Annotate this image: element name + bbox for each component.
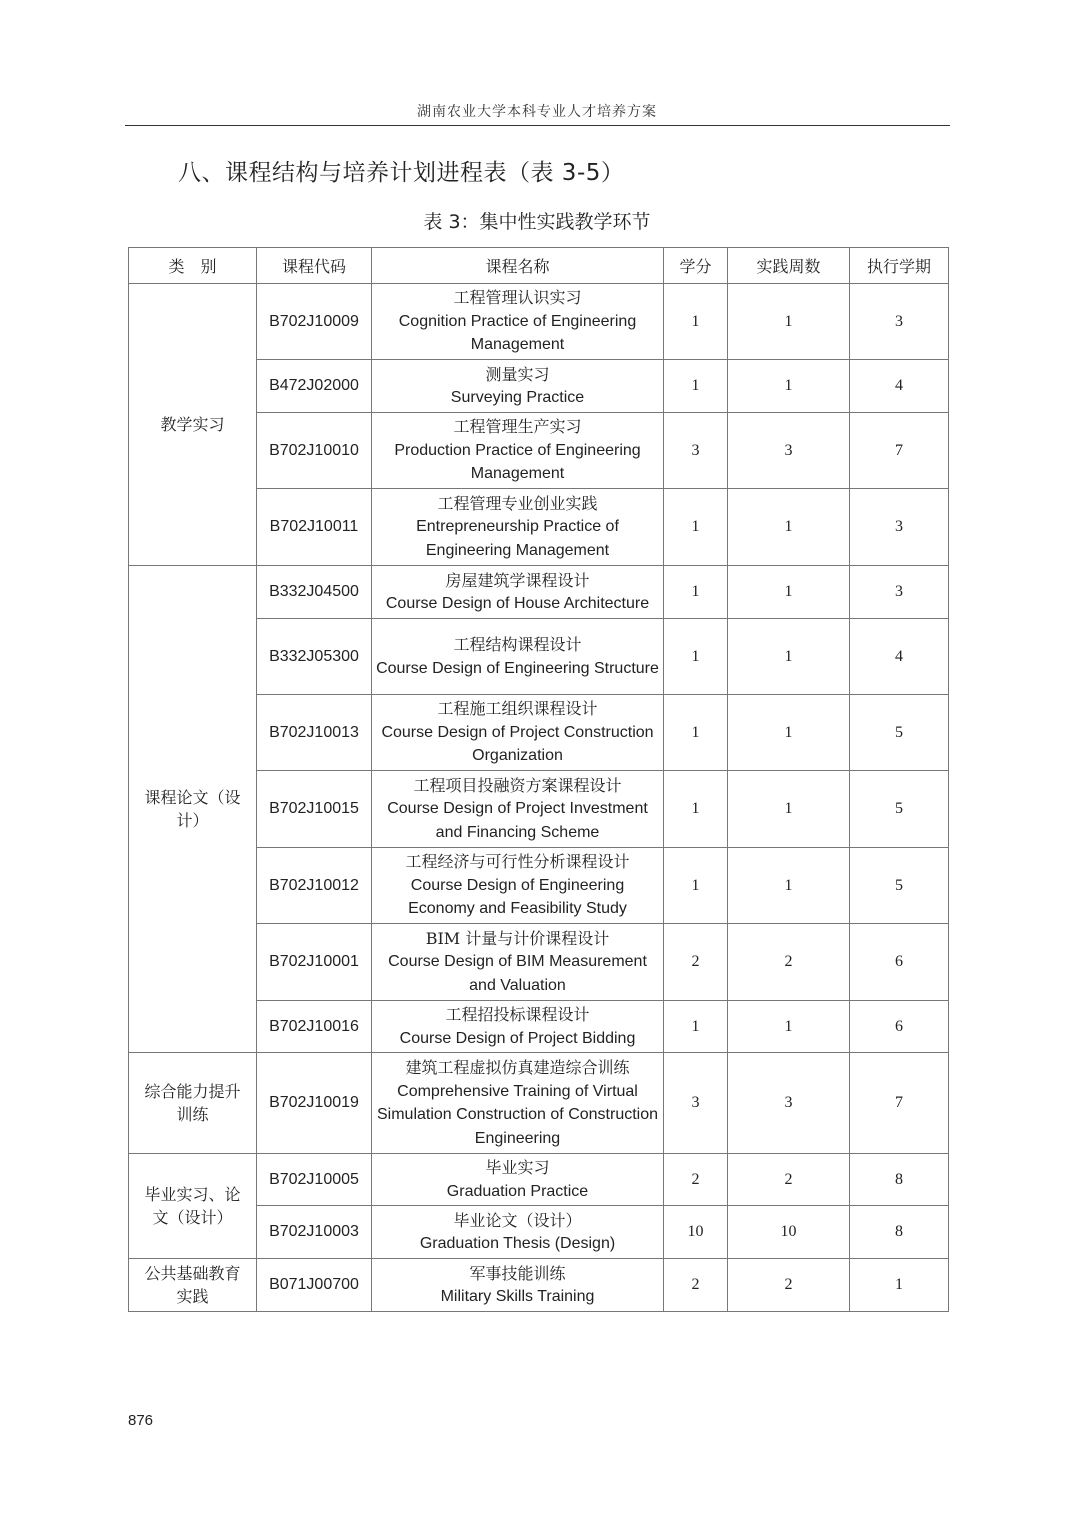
practice-weeks: 1 [728, 489, 850, 566]
course-name-en: Course Design of Engineering Structure [376, 659, 659, 677]
course-name-en: Course Design of Project Investment and Financing Scheme [387, 800, 648, 841]
practice-weeks: 1 [728, 1001, 850, 1053]
table-row [129, 1154, 949, 1206]
category-cell: 课程论文（设计） [129, 566, 257, 1053]
course-name-zh: 工程管理专业创业实践 [437, 493, 598, 513]
credits: 2 [664, 924, 728, 1001]
course-name-zh: 工程招投标课程设计 [445, 1005, 590, 1024]
course-name-cell [372, 1206, 664, 1259]
course-code: B472J02000 [257, 360, 372, 413]
header-name: 课程名称 [372, 248, 664, 284]
course-name-zh: 工程施工组织课程设计 [437, 699, 598, 719]
course-name-en: Course Design of Project Bidding [399, 1029, 636, 1047]
semester: 1 [850, 1259, 949, 1312]
semester: 6 [850, 924, 949, 1001]
credits: 2 [664, 1154, 728, 1206]
practice-weeks: 1 [728, 284, 850, 360]
practice-weeks: 1 [728, 695, 850, 771]
semester: 7 [850, 1053, 949, 1154]
course-name-en: Course Design of BIM Measurement and Valuation [388, 953, 647, 994]
course-name-zh: 毕业论文（设计） [453, 1210, 582, 1230]
semester: 8 [850, 1154, 949, 1206]
practice-weeks: 10 [728, 1206, 850, 1259]
course-name-cell [372, 695, 664, 771]
course-code: B702J10003 [257, 1206, 372, 1259]
running-head: 湖南农业大学本科专业人才培养方案 [417, 104, 657, 120]
table-header-row [129, 248, 949, 284]
course-code: B702J10009 [257, 284, 372, 360]
practice-weeks: 3 [728, 1053, 850, 1154]
course-name-zh: 工程管理生产实习 [453, 417, 582, 437]
course-name-cell [372, 848, 664, 924]
semester: 6 [850, 1001, 949, 1053]
practice-weeks: 1 [728, 360, 850, 413]
course-name-zh: 房屋建筑学课程设计 [445, 570, 590, 590]
course-name-en: Military Skills Training [440, 1288, 595, 1305]
page-number: 876 [128, 1412, 154, 1429]
course-name-en: Course Design of Engineering Economy and Feasibility Study [408, 876, 627, 918]
semester: 3 [850, 489, 949, 566]
course-code: B071J00700 [257, 1259, 372, 1312]
course-code: B702J10019 [257, 1053, 372, 1154]
course-name-en: Entrepreneurship Practice of Engineering Management [416, 518, 619, 559]
semester: 4 [850, 619, 949, 695]
course-name-cell [372, 1154, 664, 1206]
category-cell: 综合能力提升训练 [129, 1053, 257, 1154]
credits: 1 [664, 619, 728, 695]
credits: 3 [664, 413, 728, 489]
practice-table [128, 247, 949, 1312]
course-name-cell [372, 413, 664, 489]
practice-weeks: 1 [728, 619, 850, 695]
credits: 1 [664, 284, 728, 360]
course-code: B702J10016 [257, 1001, 372, 1053]
course-name-en: Comprehensive Training of Virtual Simulation Construction of Construction Engineering [376, 1082, 659, 1147]
header-semester: 执行学期 [850, 248, 949, 284]
header-credits: 学分 [664, 248, 728, 284]
course-code: B702J10015 [257, 771, 372, 848]
credits: 1 [664, 360, 728, 413]
course-name-zh: 工程管理认识实习 [453, 288, 582, 308]
practice-weeks: 2 [728, 1259, 850, 1312]
header-code: 课程代码 [257, 248, 372, 284]
course-name-zh: BIM 计量与计价课程设计 [425, 928, 610, 948]
course-code: B702J10001 [257, 924, 372, 1001]
practice-weeks: 1 [728, 771, 850, 848]
semester: 5 [850, 695, 949, 771]
semester: 7 [850, 413, 949, 489]
practice-weeks: 3 [728, 413, 850, 489]
semester: 3 [850, 284, 949, 360]
course-name-zh: 工程项目投融资方案课程设计 [413, 775, 622, 795]
course-name-zh: 测量实习 [485, 364, 550, 384]
course-name-en: Production Practice of Engineering Management [394, 441, 641, 483]
course-name-cell [372, 771, 664, 848]
course-name-cell [372, 1001, 664, 1053]
course-name-en: Graduation Practice [446, 1182, 589, 1200]
credits: 2 [664, 1259, 728, 1312]
credits: 1 [664, 695, 728, 771]
section-title: 八、课程结构与培养计划进程表（表 3-5） [178, 160, 625, 186]
course-name-cell [372, 619, 664, 695]
semester: 8 [850, 1206, 949, 1259]
header-weeks: 实践周数 [728, 248, 850, 284]
category-cell: 毕业实习、论文（设计） [129, 1154, 257, 1259]
course-name-cell [372, 1259, 664, 1312]
table-body [129, 284, 949, 1312]
course-name-cell [372, 924, 664, 1001]
course-name-en: Cognition Practice of Engineering Management [398, 312, 637, 354]
table-caption: 表 3：集中性实践教学环节 [423, 211, 651, 233]
course-name-zh: 建筑工程虚拟仿真建造综合训练 [405, 1058, 630, 1077]
credits: 10 [664, 1206, 728, 1259]
course-name-cell [372, 1053, 664, 1154]
practice-weeks: 2 [728, 1154, 850, 1206]
course-name-en: Surveying Practice [450, 389, 585, 406]
semester: 5 [850, 771, 949, 848]
credits: 1 [664, 566, 728, 619]
course-name-zh: 工程结构课程设计 [453, 635, 582, 654]
course-code: B702J10013 [257, 695, 372, 771]
credits: 1 [664, 1001, 728, 1053]
course-name-cell [372, 284, 664, 360]
practice-weeks: 1 [728, 566, 850, 619]
course-name-zh: 工程经济与可行性分析课程设计 [405, 852, 630, 872]
table-row [129, 284, 949, 360]
credits: 1 [664, 848, 728, 924]
course-name-cell [372, 360, 664, 413]
table-row [129, 1053, 949, 1154]
course-name-zh: 军事技能训练 [469, 1263, 566, 1283]
semester: 5 [850, 848, 949, 924]
course-code: B702J10011 [257, 489, 372, 566]
table-row [129, 566, 949, 619]
semester: 4 [850, 360, 949, 413]
course-name-zh: 毕业实习 [485, 1158, 550, 1177]
semester: 3 [850, 566, 949, 619]
course-name-en: Course Design of House Architecture [385, 595, 650, 612]
practice-weeks: 2 [728, 924, 850, 1001]
credits: 1 [664, 771, 728, 848]
course-code: B702J10010 [257, 413, 372, 489]
credits: 1 [664, 489, 728, 566]
course-name-en: Course Design of Project Construction Organization [381, 723, 654, 765]
course-code: B702J10005 [257, 1154, 372, 1206]
table-row [129, 1259, 949, 1312]
credits: 3 [664, 1053, 728, 1154]
course-name-en: Graduation Thesis (Design) [419, 1235, 616, 1252]
course-code: B702J10012 [257, 848, 372, 924]
course-name-cell [372, 489, 664, 566]
header-category: 类 别 [129, 248, 257, 284]
course-code: B332J05300 [257, 619, 372, 695]
practice-weeks: 1 [728, 848, 850, 924]
course-code: B332J04500 [257, 566, 372, 619]
header-rule [125, 125, 950, 126]
category-cell: 教学实习 [129, 284, 257, 566]
course-name-cell [372, 566, 664, 619]
category-cell: 公共基础教育实践 [129, 1259, 257, 1312]
